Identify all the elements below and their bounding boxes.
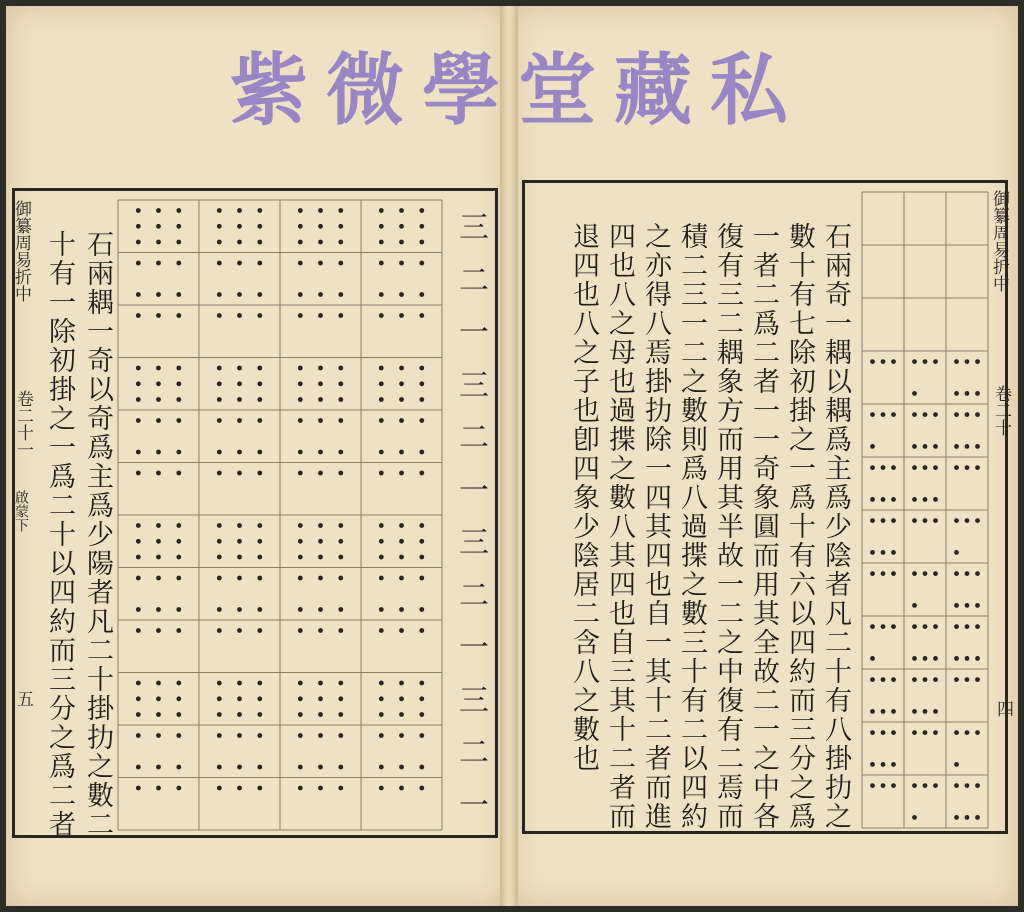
- dot-mark: [923, 656, 928, 661]
- right-margin-title: 御纂周易折中: [989, 190, 1009, 292]
- dot-mark: [881, 624, 886, 629]
- diagram-label: 三: [453, 211, 488, 242]
- dot-mark: [912, 359, 917, 364]
- dot-mark: [965, 624, 970, 629]
- dot-mark: [975, 624, 980, 629]
- dot-mark: [881, 709, 886, 714]
- dot-mark: [923, 783, 928, 788]
- dot-mark: [933, 497, 938, 502]
- dot-mark: [954, 391, 959, 396]
- dot-mark: [954, 412, 959, 417]
- dot-mark: [881, 677, 886, 682]
- dot-mark: [870, 550, 875, 555]
- right-text-column: 積二三一二之數則爲八過揲之數三十有二以四約: [676, 222, 707, 831]
- dot-mark: [954, 656, 959, 661]
- left-margin-folio: 五: [13, 690, 33, 707]
- dot-mark: [933, 359, 938, 364]
- dot-mark: [975, 518, 980, 523]
- dot-mark: [870, 783, 875, 788]
- left-margin-chapter: 卷二十一: [13, 390, 33, 458]
- dot-mark: [933, 624, 938, 629]
- dot-mark: [870, 359, 875, 364]
- dot-mark: [933, 656, 938, 661]
- dot-mark: [870, 444, 875, 449]
- dot-mark: [933, 571, 938, 576]
- diagram-label: 一: [453, 788, 488, 819]
- dot-mark: [870, 762, 875, 767]
- dot-mark: [965, 571, 970, 576]
- dot-mark: [923, 730, 928, 735]
- dot-mark: [954, 444, 959, 449]
- dot-mark: [954, 359, 959, 364]
- dot-mark: [912, 518, 917, 523]
- right-text-column: 退四也八之子也卽四象少陰居二含八之數也: [568, 222, 599, 773]
- dot-mark: [975, 571, 980, 576]
- dot-mark: [881, 571, 886, 576]
- left-text-column: 石兩耦一奇以奇爲主爲少陽者凡二十掛扐之數二: [82, 230, 113, 839]
- dot-mark: [975, 359, 980, 364]
- dot-mark: [881, 550, 886, 555]
- right-text-column: 之亦得八焉掛扐除一四其四也自一其十二者而進: [640, 222, 671, 831]
- dot-mark: [912, 815, 917, 820]
- dot-mark: [954, 518, 959, 523]
- dot-mark: [923, 624, 928, 629]
- dot-mark: [954, 815, 959, 820]
- diagram-label: 三: [453, 368, 488, 399]
- dot-mark: [965, 656, 970, 661]
- dot-mark: [965, 412, 970, 417]
- diagram-label: 一: [453, 316, 488, 347]
- diagram-label: 二: [453, 578, 488, 609]
- right-text-column: 數十有七除初掛之一爲十有六以四約而三分之爲: [784, 222, 815, 831]
- dot-mark: [891, 465, 896, 470]
- dot-mark: [912, 677, 917, 682]
- dot-mark: [881, 762, 886, 767]
- dot-mark: [891, 518, 896, 523]
- dot-mark: [954, 730, 959, 735]
- dot-mark: [870, 571, 875, 576]
- dot-mark: [912, 571, 917, 576]
- dot-mark: [870, 709, 875, 714]
- dot-mark: [954, 603, 959, 608]
- diagram-label: 一: [453, 473, 488, 504]
- dot-mark: [891, 762, 896, 767]
- dot-mark: [933, 465, 938, 470]
- dot-mark: [891, 412, 896, 417]
- dot-mark: [881, 359, 886, 364]
- right-margin-folio: 四: [993, 700, 1013, 717]
- dot-mark: [954, 465, 959, 470]
- right-text-column: 四也八之母也過揲之數八其四也自三其十二者而: [604, 222, 635, 831]
- dot-mark: [954, 783, 959, 788]
- diagram-label: 三: [453, 526, 488, 557]
- dot-mark: [954, 677, 959, 682]
- dot-mark: [891, 359, 896, 364]
- diagram-label-column: [448, 200, 492, 830]
- dot-mark: [965, 444, 970, 449]
- left-margin-section: 啟蒙下: [13, 490, 29, 532]
- dot-mark: [933, 412, 938, 417]
- dot-mark: [881, 412, 886, 417]
- dot-mark: [954, 762, 959, 767]
- dot-mark: [923, 518, 928, 523]
- dot-mark: [965, 783, 970, 788]
- stamp-char: 堂: [517, 45, 598, 136]
- dot-mark: [965, 603, 970, 608]
- dot-mark: [923, 359, 928, 364]
- dot-mark: [965, 518, 970, 523]
- dot-mark: [933, 783, 938, 788]
- dot-mark: [933, 518, 938, 523]
- dot-mark: [965, 391, 970, 396]
- right-text-column: 一者二爲二者一一奇象圓而用其全故二一之中各: [748, 222, 779, 831]
- dot-mark: [881, 465, 886, 470]
- dot-mark: [870, 518, 875, 523]
- dot-mark: [891, 571, 896, 576]
- dot-mark: [923, 497, 928, 502]
- dot-mark: [975, 783, 980, 788]
- dot-mark: [975, 677, 980, 682]
- dot-mark: [912, 783, 917, 788]
- stamp-char: 微: [325, 45, 406, 136]
- dot-mark: [912, 624, 917, 629]
- dot-mark: [923, 571, 928, 576]
- dot-mark: [891, 730, 896, 735]
- right-margin-chapter: 卷二十: [991, 385, 1011, 436]
- right-text-column: 復有三二耦象方而用其半故一二之中復有二焉而: [712, 222, 743, 831]
- dot-mark: [975, 603, 980, 608]
- dot-mark: [965, 815, 970, 820]
- dot-mark: [881, 497, 886, 502]
- dot-mark: [891, 624, 896, 629]
- dot-mark: [912, 391, 917, 396]
- dot-mark: [891, 550, 896, 555]
- dot-mark: [965, 359, 970, 364]
- dot-mark: [923, 677, 928, 682]
- dot-mark: [891, 677, 896, 682]
- dot-mark: [912, 412, 917, 417]
- dot-mark: [870, 412, 875, 417]
- dot-mark: [975, 730, 980, 735]
- dot-mark: [891, 497, 896, 502]
- dot-mark: [881, 783, 886, 788]
- dot-mark: [923, 444, 928, 449]
- dot-mark: [933, 444, 938, 449]
- dot-mark: [975, 656, 980, 661]
- stamp-char: 藏: [613, 45, 694, 136]
- dot-mark: [975, 815, 980, 820]
- dot-mark: [912, 444, 917, 449]
- dot-mark: [870, 677, 875, 682]
- dot-mark: [933, 709, 938, 714]
- dot-mark: [965, 677, 970, 682]
- dot-mark: [870, 465, 875, 470]
- diagram-label: 二: [453, 421, 488, 452]
- diagram-label: 一: [453, 631, 488, 662]
- left-margin-title: 御纂周易折中: [11, 200, 31, 302]
- right-text-column: 石兩奇一耦以耦爲主爲少陰者凡二十有八掛扐之: [820, 222, 851, 831]
- dot-mark: [933, 677, 938, 682]
- dot-mark: [975, 465, 980, 470]
- dot-mark: [870, 656, 875, 661]
- dot-mark: [975, 444, 980, 449]
- diagram-label: 三: [453, 683, 488, 714]
- dot-mark: [923, 709, 928, 714]
- dot-mark: [912, 709, 917, 714]
- stamp-char: 私: [709, 45, 790, 136]
- dot-mark: [912, 465, 917, 470]
- dot-mark: [965, 465, 970, 470]
- dot-mark: [881, 730, 886, 735]
- dot-mark: [891, 709, 896, 714]
- diagram-label: 二: [453, 263, 488, 294]
- dot-mark: [965, 730, 970, 735]
- dot-mark: [954, 571, 959, 576]
- dot-mark: [912, 656, 917, 661]
- dot-mark: [912, 603, 917, 608]
- dot-mark: [870, 730, 875, 735]
- dot-mark: [975, 412, 980, 417]
- dot-mark: [912, 497, 917, 502]
- stamp-char: 學: [421, 45, 502, 136]
- dot-mark: [891, 783, 896, 788]
- dot-mark: [870, 624, 875, 629]
- dot-mark: [954, 624, 959, 629]
- left-text-column: 十有一除初掛之一爲二十以四約而三分之爲二者: [44, 230, 75, 839]
- dot-mark: [933, 730, 938, 735]
- dot-mark: [881, 518, 886, 523]
- stamp-char: 紫: [230, 45, 311, 136]
- dot-mark: [923, 412, 928, 417]
- dot-mark: [954, 550, 959, 555]
- dot-mark: [923, 465, 928, 470]
- diagram-label: 二: [453, 736, 488, 767]
- dot-mark: [912, 730, 917, 735]
- dot-mark: [870, 497, 875, 502]
- dot-mark: [975, 391, 980, 396]
